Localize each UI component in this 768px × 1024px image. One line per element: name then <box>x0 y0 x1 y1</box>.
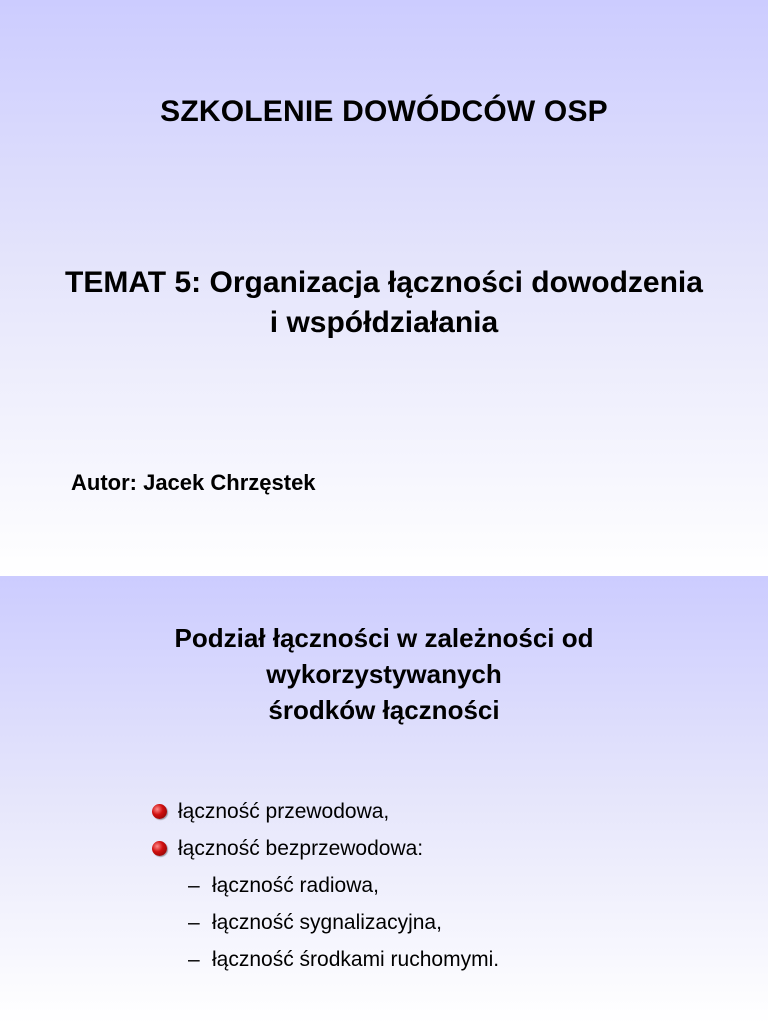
slide-2-title-line-2: wykorzystywanych <box>266 659 502 689</box>
sub-list-item-text: łączność sygnalizacyjna, <box>212 911 442 934</box>
list-item-text: łączność przewodowa, <box>178 800 390 823</box>
list-item-text: łączność bezprzewodowa: <box>178 837 424 860</box>
slide-2-title-line-1: Podział łączności w zależności od <box>174 623 594 653</box>
slide-2-title <box>0 620 768 728</box>
topic-title-line-1: TEMAT 5: Organizacja łączności dowodzenia <box>65 266 703 299</box>
sub-list-item <box>150 867 750 904</box>
course-header: SZKOLENIE DOWÓDCÓW OSP <box>160 95 608 128</box>
sub-list-item <box>150 904 750 941</box>
dash-marker: – <box>188 948 200 971</box>
dash-marker: – <box>188 911 200 934</box>
topic-title-line-2: i współdziałania <box>269 306 499 339</box>
sub-list-item <box>150 941 750 978</box>
topic-title <box>0 263 768 343</box>
slide-2-title-line-3: środków łączności <box>268 695 500 725</box>
list-item <box>150 793 750 830</box>
red-sphere-bullet-icon <box>152 841 167 856</box>
dash-marker: – <box>188 874 200 897</box>
red-sphere-bullet-icon <box>152 804 167 819</box>
sub-list-item-text: łączność radiowa, <box>212 874 379 897</box>
author-line: Autor: Jacek Chrzęstek <box>71 470 316 495</box>
sub-list-item-text: łączność środkami ruchomymi. <box>212 948 500 971</box>
list-item <box>150 830 750 867</box>
communication-types-list <box>150 793 750 978</box>
